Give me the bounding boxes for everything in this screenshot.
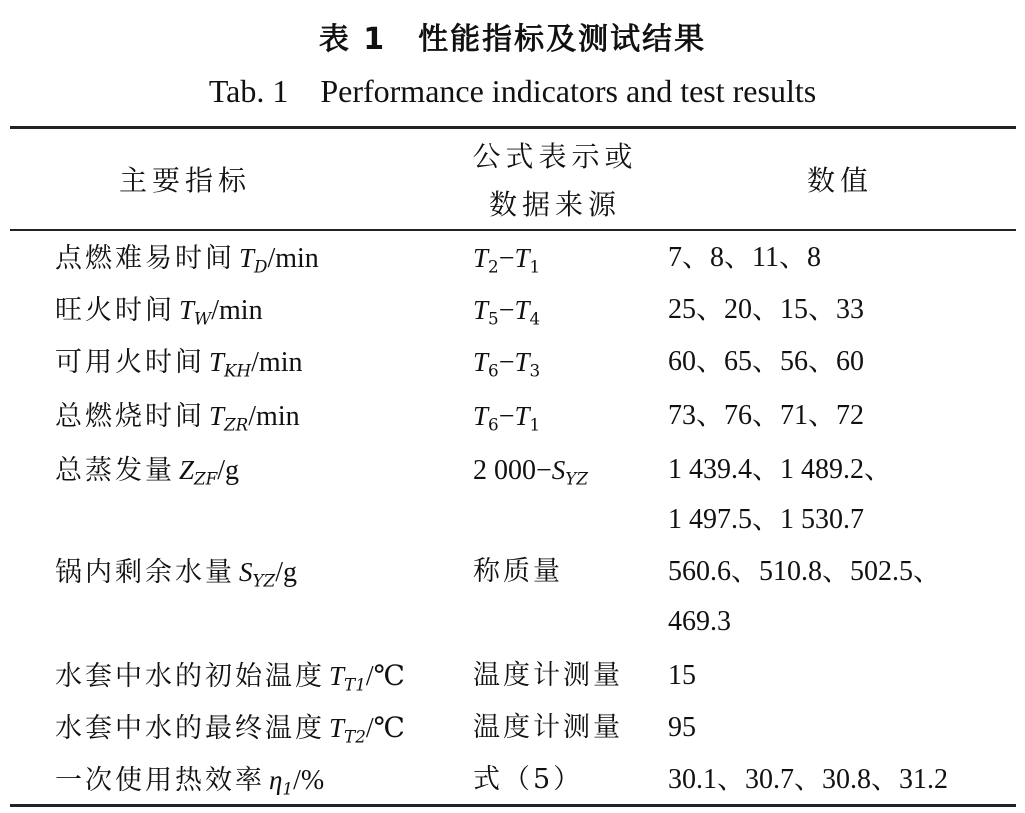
indicator-subscript: T2 (344, 726, 366, 747)
indicator-cell (55, 710, 405, 754)
formula-term-a-subscript: 6 (488, 414, 499, 435)
formula-term-a: T (473, 295, 489, 325)
indicator-unit: /% (293, 765, 325, 796)
value-cell: 1 439.4、1 489.2、 (668, 454, 893, 485)
indicator-cell (55, 554, 297, 598)
formula-term-a: T (473, 347, 489, 377)
indicator-symbol: S (239, 557, 253, 587)
formula-cell (473, 658, 623, 694)
indicator-label: 总蒸发量 (55, 455, 175, 486)
formula-term-b-subscript: 1 (529, 414, 541, 435)
header-formula-line2: 数据来源 (488, 188, 621, 221)
formula-term-a: 2 000 (473, 455, 536, 486)
header-rule (10, 229, 1016, 231)
indicator-cell (55, 452, 239, 496)
indicator-subscript: 1 (282, 778, 294, 799)
indicator-unit: /℃ (365, 661, 405, 692)
indicator-unit: /min (211, 295, 263, 326)
formula-term-b-subscript: YZ (565, 468, 588, 489)
formula-term-b: T (514, 295, 530, 325)
header-indicator: 主要指标 (118, 164, 251, 197)
table-title-chinese: 表 1 性能指标及测试结果 (318, 22, 707, 57)
indicator-symbol: Z (179, 455, 195, 485)
indicator-label: 可用火时间 (55, 347, 205, 378)
formula-term-b-subscript: 1 (529, 256, 541, 277)
indicator-unit: /℃ (365, 713, 405, 744)
formula-term-b: T (514, 243, 530, 273)
indicator-unit: /g (275, 557, 297, 588)
value-cell: 60、65、56、60 (668, 346, 865, 377)
indicator-subscript: ZR (224, 414, 249, 435)
formula-cell (473, 292, 540, 336)
value-cell: 7、8、11、8 (668, 242, 821, 273)
formula-text: 式（5） (473, 764, 584, 795)
indicator-unit: /g (217, 455, 240, 486)
formula-cell (473, 554, 563, 590)
value-cell: 95 (668, 712, 696, 743)
indicator-symbol: T (179, 295, 195, 325)
indicator-cell (55, 292, 263, 336)
formula-term-b-subscript: 3 (529, 360, 541, 381)
indicator-symbol: T (329, 713, 345, 743)
indicator-label: 旺火时间 (55, 295, 175, 326)
indicator-cell (55, 240, 319, 284)
header-value: 数值 (806, 164, 873, 197)
formula-cell (473, 344, 540, 388)
formula-cell (473, 762, 583, 798)
indicator-subscript: YZ (252, 570, 276, 591)
formula-operator: − (498, 295, 515, 326)
indicator-label: 一次使用热效率 (55, 765, 265, 796)
indicator-cell (55, 762, 324, 806)
formula-cell (473, 240, 540, 284)
indicator-symbol: T (209, 401, 225, 431)
indicator-subscript: KH (224, 360, 252, 381)
indicator-symbol: T (329, 661, 345, 691)
indicator-subscript: D (254, 256, 268, 277)
formula-operator: − (498, 347, 515, 378)
formula-operator: − (498, 243, 515, 274)
bottom-rule (10, 804, 1016, 807)
value-cell: 15 (668, 660, 696, 691)
formula-term-a-subscript: 6 (488, 360, 499, 381)
value-cell-continued: 469.3 (668, 606, 731, 637)
top-rule (10, 126, 1016, 129)
formula-cell (473, 452, 588, 496)
formula-term-b: S (551, 455, 566, 485)
value-cell: 25、20、15、33 (668, 294, 865, 325)
indicator-label: 水套中水的最终温度 (55, 713, 325, 744)
value-cell-continued: 1 497.5、1 530.7 (668, 504, 865, 535)
formula-text: 温度计测量 (473, 712, 623, 743)
indicator-unit: /min (251, 347, 303, 378)
indicator-subscript: ZF (194, 468, 218, 489)
formula-cell (473, 398, 540, 442)
indicator-symbol: η (269, 765, 283, 795)
indicator-label: 点燃难易时间 (55, 243, 235, 274)
formula-term-a-subscript: 2 (488, 256, 499, 277)
formula-term-b: T (514, 401, 530, 431)
indicator-cell (55, 398, 300, 442)
formula-operator: − (498, 401, 515, 432)
formula-operator: − (536, 455, 552, 486)
indicator-symbol: T (239, 243, 255, 273)
formula-text: 温度计测量 (473, 660, 623, 691)
formula-term-a: T (473, 243, 489, 273)
indicator-subscript: T1 (344, 674, 366, 695)
value-cell: 30.1、30.7、30.8、31.2 (668, 764, 949, 795)
formula-term-a: T (473, 401, 489, 431)
indicator-label: 水套中水的初始温度 (55, 661, 325, 692)
header-formula-line1: 公式表示或 (472, 140, 638, 173)
table-title-english: Tab. 1 Performance indicators and test results (208, 73, 817, 109)
formula-term-b-subscript: 4 (529, 308, 541, 329)
indicator-cell (55, 658, 405, 702)
formula-term-a-subscript: 5 (488, 308, 499, 329)
indicator-label: 总燃烧时间 (55, 401, 205, 432)
indicator-cell (55, 344, 302, 388)
value-cell: 560.6、510.8、502.5、 (668, 556, 942, 587)
indicator-subscript: W (194, 308, 212, 329)
indicator-unit: /min (267, 243, 319, 274)
indicator-symbol: T (209, 347, 225, 377)
indicator-label: 锅内剩余水量 (55, 557, 235, 588)
value-cell: 73、76、71、72 (668, 400, 865, 431)
formula-term-b: T (514, 347, 530, 377)
formula-cell (473, 710, 623, 746)
indicator-unit: /min (248, 401, 300, 432)
formula-text: 称质量 (473, 556, 563, 587)
